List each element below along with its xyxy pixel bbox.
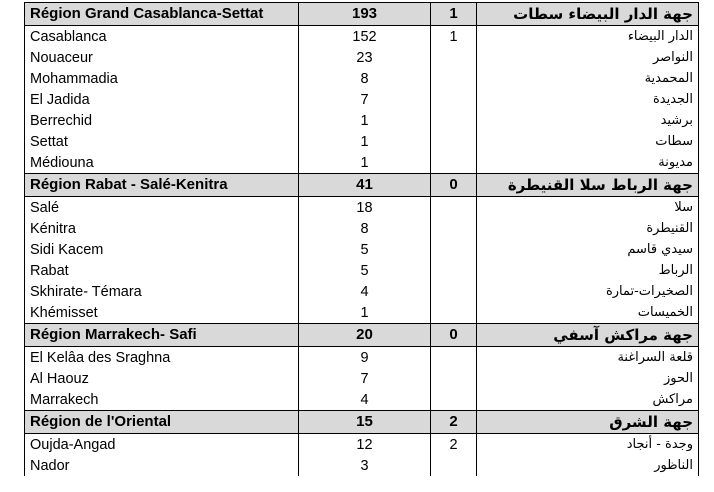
city-name-fr: Médiouna bbox=[25, 152, 299, 174]
city-case-count: 1 bbox=[299, 152, 431, 174]
city-name-ar: سلا bbox=[477, 197, 699, 219]
region-name-ar: جهة مراكش آسفي bbox=[477, 324, 699, 347]
city-case-count: 7 bbox=[299, 368, 431, 389]
city-name-ar: وجدة - أنجاد bbox=[477, 434, 699, 456]
city-case-count: 18 bbox=[299, 197, 431, 219]
region-name-fr: Région Grand Casablanca-Settat bbox=[25, 3, 299, 26]
city-name-ar: برشيد bbox=[477, 110, 699, 131]
city-name-ar: الجديدة bbox=[477, 89, 699, 110]
region-total-cases: 41 bbox=[299, 174, 431, 197]
city-name-fr: Marrakech bbox=[25, 389, 299, 411]
city-recovered bbox=[431, 152, 477, 174]
city-recovered bbox=[431, 368, 477, 389]
city-case-count: 7 bbox=[299, 89, 431, 110]
region-name-fr: Région Rabat - Salé-Kenitra bbox=[25, 174, 299, 197]
city-name-ar: سيدي قاسم bbox=[477, 239, 699, 260]
city-name-fr: Khémisset bbox=[25, 302, 299, 324]
city-row bbox=[25, 239, 699, 260]
region-recovered: 0 bbox=[431, 174, 477, 197]
city-name-ar: قلعة السراغنة bbox=[477, 347, 699, 369]
city-name-ar: المحمدية bbox=[477, 68, 699, 89]
city-name-fr: Oujda-Angad bbox=[25, 434, 299, 456]
city-row bbox=[25, 434, 699, 456]
city-row bbox=[25, 197, 699, 219]
city-recovered bbox=[431, 89, 477, 110]
city-name-fr: Berrechid bbox=[25, 110, 299, 131]
city-name-fr: Casablanca bbox=[25, 26, 299, 48]
city-recovered bbox=[431, 68, 477, 89]
city-name-fr: Skhirate- Témara bbox=[25, 281, 299, 302]
table-body bbox=[25, 3, 699, 477]
city-name-ar: الدار البيضاء bbox=[477, 26, 699, 48]
city-name-fr: Nouaceur bbox=[25, 47, 299, 68]
city-row bbox=[25, 302, 699, 324]
city-name-fr: Sidi Kacem bbox=[25, 239, 299, 260]
city-row bbox=[25, 152, 699, 174]
city-recovered bbox=[431, 131, 477, 152]
city-name-ar: سطات bbox=[477, 131, 699, 152]
city-row bbox=[25, 26, 699, 48]
city-case-count: 152 bbox=[299, 26, 431, 48]
city-row bbox=[25, 455, 699, 476]
city-recovered: 2 bbox=[431, 434, 477, 456]
city-recovered bbox=[431, 455, 477, 476]
city-row bbox=[25, 89, 699, 110]
region-recovered: 1 bbox=[431, 3, 477, 26]
city-recovered bbox=[431, 197, 477, 219]
city-case-count: 8 bbox=[299, 218, 431, 239]
cases-table bbox=[24, 2, 699, 476]
region-total-cases: 20 bbox=[299, 324, 431, 347]
city-recovered: 1 bbox=[431, 26, 477, 48]
city-name-fr: Al Haouz bbox=[25, 368, 299, 389]
city-row bbox=[25, 281, 699, 302]
city-case-count: 9 bbox=[299, 347, 431, 369]
city-name-fr: Settat bbox=[25, 131, 299, 152]
city-row bbox=[25, 110, 699, 131]
city-case-count: 5 bbox=[299, 260, 431, 281]
city-name-ar: الحوز bbox=[477, 368, 699, 389]
city-recovered bbox=[431, 281, 477, 302]
city-name-ar: مديونة bbox=[477, 152, 699, 174]
city-recovered bbox=[431, 47, 477, 68]
region-name-ar: جهة الرباط سلا القنيطرة bbox=[477, 174, 699, 197]
city-name-fr: Mohammadia bbox=[25, 68, 299, 89]
city-recovered bbox=[431, 260, 477, 281]
city-case-count: 4 bbox=[299, 281, 431, 302]
city-case-count: 4 bbox=[299, 389, 431, 411]
city-row bbox=[25, 218, 699, 239]
region-name-fr: Région Marrakech- Safi bbox=[25, 324, 299, 347]
city-name-ar: الرباط bbox=[477, 260, 699, 281]
region-name-ar: جهة الشرق bbox=[477, 411, 699, 434]
city-recovered bbox=[431, 302, 477, 324]
city-row bbox=[25, 131, 699, 152]
region-total-cases: 193 bbox=[299, 3, 431, 26]
city-case-count: 1 bbox=[299, 302, 431, 324]
city-name-fr: El Jadida bbox=[25, 89, 299, 110]
city-case-count: 23 bbox=[299, 47, 431, 68]
region-recovered: 0 bbox=[431, 324, 477, 347]
city-recovered bbox=[431, 347, 477, 369]
regional-cases-table bbox=[24, 2, 698, 476]
city-name-fr: Rabat bbox=[25, 260, 299, 281]
city-case-count: 1 bbox=[299, 131, 431, 152]
city-name-ar: الصخيرات-تمارة bbox=[477, 281, 699, 302]
city-case-count: 5 bbox=[299, 239, 431, 260]
region-recovered: 2 bbox=[431, 411, 477, 434]
city-row bbox=[25, 347, 699, 369]
region-name-fr: Région de l'Oriental bbox=[25, 411, 299, 434]
region-header-row bbox=[25, 324, 699, 347]
city-name-fr: Kénitra bbox=[25, 218, 299, 239]
region-total-cases: 15 bbox=[299, 411, 431, 434]
region-header-row bbox=[25, 411, 699, 434]
city-name-ar: القنيطرة bbox=[477, 218, 699, 239]
city-name-ar: الناظور bbox=[477, 455, 699, 476]
city-recovered bbox=[431, 239, 477, 260]
city-name-ar: الخميسات bbox=[477, 302, 699, 324]
city-name-fr: El Kelâa des Sraghna bbox=[25, 347, 299, 369]
region-header-row bbox=[25, 174, 699, 197]
city-row bbox=[25, 68, 699, 89]
city-recovered bbox=[431, 218, 477, 239]
city-name-fr: Nador bbox=[25, 455, 299, 476]
city-case-count: 3 bbox=[299, 455, 431, 476]
region-name-ar: جهة الدار البيضاء سطات bbox=[477, 3, 699, 26]
city-name-ar: مراكش bbox=[477, 389, 699, 411]
city-row bbox=[25, 368, 699, 389]
city-name-fr: Salé bbox=[25, 197, 299, 219]
city-row bbox=[25, 47, 699, 68]
city-case-count: 1 bbox=[299, 110, 431, 131]
city-recovered bbox=[431, 389, 477, 411]
city-name-ar: النواصر bbox=[477, 47, 699, 68]
city-case-count: 12 bbox=[299, 434, 431, 456]
city-row bbox=[25, 389, 699, 411]
region-header-row bbox=[25, 3, 699, 26]
city-recovered bbox=[431, 110, 477, 131]
city-case-count: 8 bbox=[299, 68, 431, 89]
city-row bbox=[25, 260, 699, 281]
